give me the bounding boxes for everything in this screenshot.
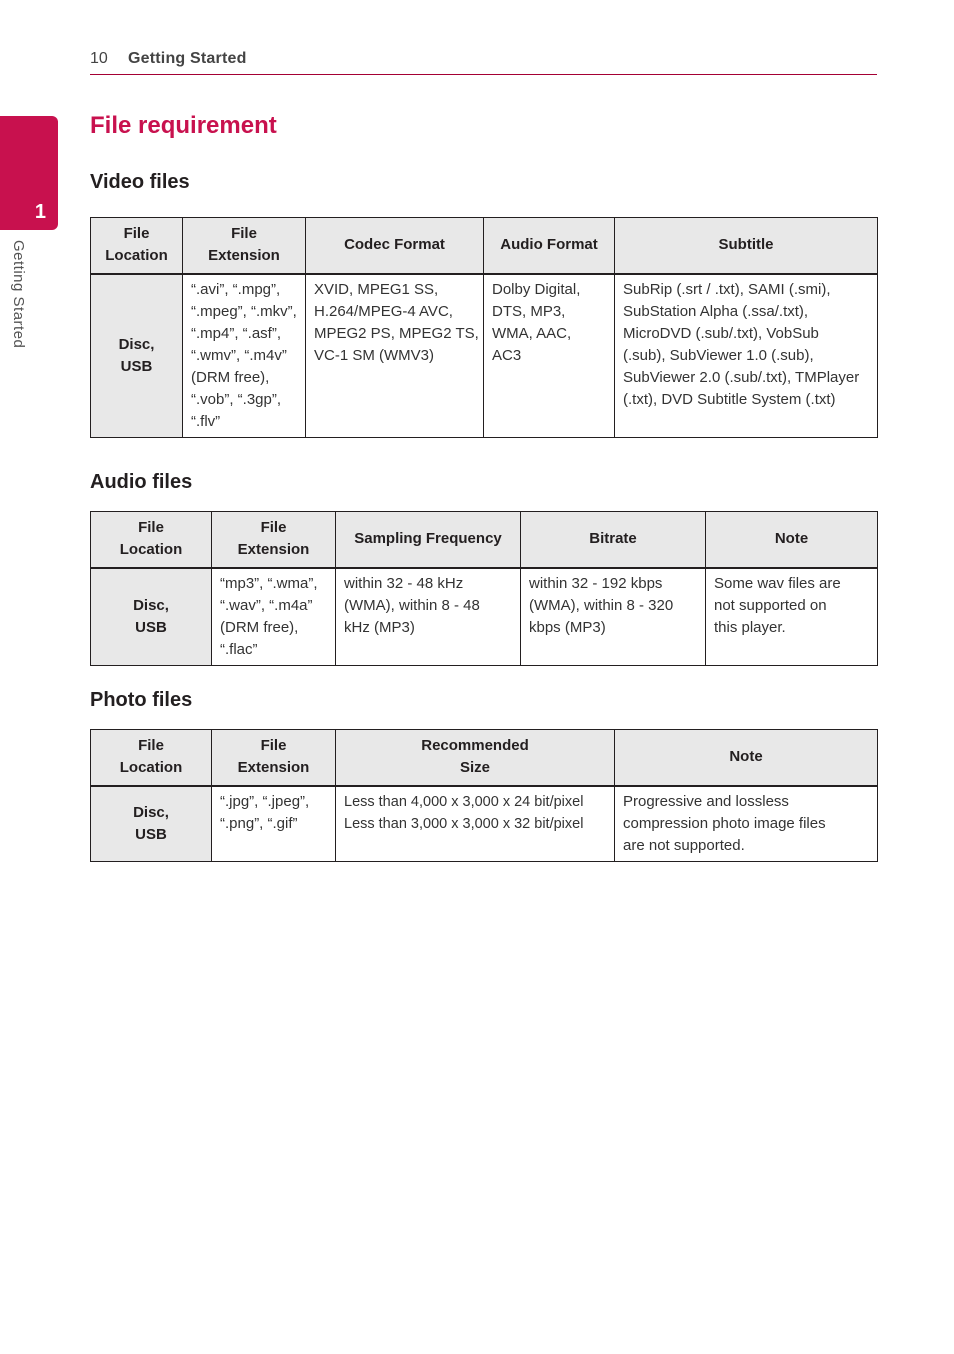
chapter-tab xyxy=(0,116,58,230)
note-cell: Progressive and lossless compression photo image files are not supported. xyxy=(615,786,878,862)
column-header: File Location xyxy=(91,730,212,786)
audio-format-cell: Dolby Digital, DTS, MP3, WMA, AAC, AC3 xyxy=(484,274,615,438)
column-header: Codec Format xyxy=(306,218,484,274)
column-header: Audio Format xyxy=(484,218,615,274)
audio-section-title: Audio files xyxy=(90,471,193,493)
bitrate-cell: within 32 - 192 kbps (WMA), within 8 - 320 kbps (MP3) xyxy=(521,568,706,666)
recommended-size-cell: Less than 4,000 x 3,000 x 24 bit/pixel Less than 3,000 x 3,000 x 32 bit/pixel xyxy=(336,786,615,862)
video-section-title: Video files xyxy=(90,171,190,193)
photo-files-table xyxy=(90,729,878,862)
table-header-row xyxy=(91,512,878,568)
photo-section-title: Photo files xyxy=(90,689,193,711)
file-location-cell: Disc, USB xyxy=(91,568,212,666)
page-title: File requirement xyxy=(90,112,277,139)
column-header: File Extension xyxy=(183,218,306,274)
audio-files-table xyxy=(90,511,878,666)
file-location-cell: Disc, USB xyxy=(91,786,212,862)
page-number: 10 xyxy=(90,50,108,67)
table-row xyxy=(91,786,878,862)
header-section-title: Getting Started xyxy=(128,50,247,67)
column-header: File Location xyxy=(91,218,183,274)
note-cell: Some wav files are not supported on this player. xyxy=(706,568,878,666)
column-header: File Extension xyxy=(212,512,336,568)
table-row xyxy=(91,568,878,666)
codec-format-cell: XVID, MPEG1 SS, H.264/MPEG-4 AVC, MPEG2 PS, MPEG2 TS, VC-1 SM (WMV3) xyxy=(306,274,484,438)
table-header-row xyxy=(91,730,878,786)
file-extension-cell: “mp3”, “.wma”, “.wav”, “.m4a” (DRM free), “.flac” xyxy=(212,568,336,666)
chapter-number: 1 xyxy=(34,201,46,223)
file-location-cell: Disc, USB xyxy=(91,274,183,438)
file-extension-cell: “.avi”, “.mpg”, “.mpeg”, “.mkv”, “.mp4”, “.asf”, “.wmv”, “.m4v” (DRM free), “.vob”, “.3gp”, “.flv” xyxy=(183,274,306,438)
subtitle-cell: SubRip (.srt / .txt), SAMI (.smi), SubStation Alpha (.ssa/.txt), MicroDVD (.sub/.txt), VobSub (.sub), SubViewer 1.0 (.sub), SubViewer 2.0 (.sub/.txt), TMPlayer (.txt), DVD Subtitle System (.txt) xyxy=(615,274,878,438)
column-header: Sampling Frequency xyxy=(336,512,521,568)
column-header: File Location xyxy=(91,512,212,568)
table-header-row xyxy=(91,218,878,274)
sampling-frequency-cell: within 32 - 48 kHz (WMA), within 8 - 48 kHz (MP3) xyxy=(336,568,521,666)
column-header: Bitrate xyxy=(521,512,706,568)
file-extension-cell: “.jpg”, “.jpeg”, “.png”, “.gif” xyxy=(212,786,336,862)
table-row xyxy=(91,274,878,438)
column-header: File Extension xyxy=(212,730,336,786)
column-header: Note xyxy=(706,512,878,568)
chapter-label: Getting Started xyxy=(10,240,27,349)
column-header: Subtitle xyxy=(615,218,878,274)
column-header: Recommended Size xyxy=(336,730,615,786)
page-header xyxy=(90,48,877,75)
column-header: Note xyxy=(615,730,878,786)
video-files-table xyxy=(90,217,878,438)
